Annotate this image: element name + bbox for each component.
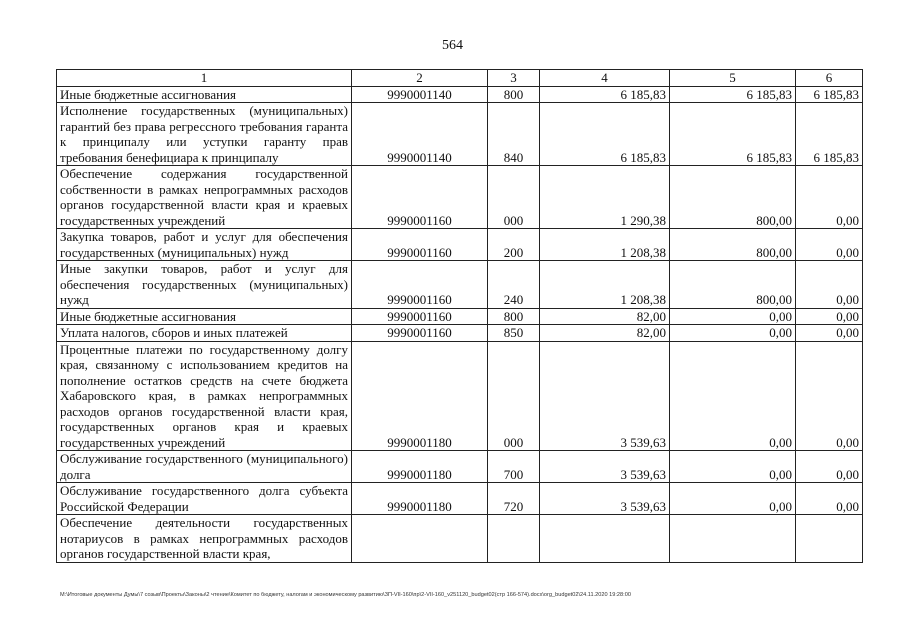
- row-amount-col6: 0,00: [796, 308, 863, 325]
- row-description: Обеспечение деятельности государственных нотариусов в рамках непрограммных расходов органов государственной власти края,: [57, 515, 352, 563]
- table-row: [57, 261, 863, 309]
- table-row: [57, 166, 863, 229]
- table-header-row: [57, 70, 863, 87]
- document-file-path-footer: M:\Итоговые документы Думы\7 созыв\Проекты\Законы\2 чтение\Комитет по бюджету, налогам и экономическому развитию\ЗП-VII-160\пр\2-VII-160_v251120_budget02(стр 166-574).docx\org_budget02\24.11.2020 19:28:00: [60, 592, 631, 598]
- row-target-code: 9990001180: [352, 451, 488, 483]
- row-target-code: 9990001160: [352, 261, 488, 309]
- row-description: Обеспечение содержания государственной собственности в рамках непрограммных расходов органов государственной власти края и краевых государственных учреждений: [57, 166, 352, 229]
- table-row: [57, 86, 863, 103]
- row-amount-col5: [670, 515, 796, 563]
- row-amount-col6: 0,00: [796, 325, 863, 342]
- row-amount-col5: 800,00: [670, 229, 796, 261]
- row-amount-col6: [796, 515, 863, 563]
- row-amount-col6: 0,00: [796, 483, 863, 515]
- row-expense-type: 840: [488, 103, 540, 166]
- row-amount-col6: 0,00: [796, 166, 863, 229]
- row-expense-type: 000: [488, 166, 540, 229]
- row-amount-col5: 0,00: [670, 341, 796, 451]
- table-row: [57, 103, 863, 166]
- row-amount-col4: 6 185,83: [540, 86, 670, 103]
- row-expense-type: 000: [488, 341, 540, 451]
- row-description: Иные закупки товаров, работ и услуг для обеспечения государственных (муниципальных) нужд: [57, 261, 352, 309]
- row-amount-col4: 1 290,38: [540, 166, 670, 229]
- column-header: 5: [670, 70, 796, 87]
- row-target-code: 9990001160: [352, 325, 488, 342]
- row-amount-col5: 800,00: [670, 261, 796, 309]
- row-amount-col5: 0,00: [670, 451, 796, 483]
- row-target-code: 9990001180: [352, 483, 488, 515]
- column-header: 2: [352, 70, 488, 87]
- table-row: [57, 483, 863, 515]
- row-amount-col4: 3 539,63: [540, 483, 670, 515]
- row-amount-col5: 800,00: [670, 166, 796, 229]
- table-row: [57, 325, 863, 342]
- row-description: Исполнение государственных (муниципальных) гарантий без права регрессного требования гаранта к принципалу или уступки гаранту прав требования бенефициара к принципалу: [57, 103, 352, 166]
- row-target-code: 9990001180: [352, 341, 488, 451]
- row-expense-type: 800: [488, 308, 540, 325]
- row-amount-col4: 1 208,38: [540, 261, 670, 309]
- row-amount-col6: 6 185,83: [796, 103, 863, 166]
- row-amount-col4: 1 208,38: [540, 229, 670, 261]
- row-target-code: 9990001140: [352, 86, 488, 103]
- row-description: Иные бюджетные ассигнования: [57, 308, 352, 325]
- table-row: [57, 229, 863, 261]
- table-row: [57, 308, 863, 325]
- row-amount-col6: 0,00: [796, 261, 863, 309]
- row-target-code: 9990001160: [352, 166, 488, 229]
- page-number: 564: [442, 38, 463, 53]
- row-amount-col5: 0,00: [670, 483, 796, 515]
- table-row: [57, 341, 863, 451]
- row-expense-type: [488, 515, 540, 563]
- table-row: [57, 451, 863, 483]
- row-amount-col6: 0,00: [796, 229, 863, 261]
- column-header: 1: [57, 70, 352, 87]
- row-target-code: 9990001160: [352, 308, 488, 325]
- row-amount-col4: 3 539,63: [540, 451, 670, 483]
- row-description: Обслуживание государственного (муниципального) долга: [57, 451, 352, 483]
- row-amount-col4: 82,00: [540, 325, 670, 342]
- column-header: 6: [796, 70, 863, 87]
- row-description: Процентные платежи по государственному долгу края, связанному с использованием кредитов на пополнение остатков средств на счете бюджета Хабаровского края, в рамках непрограммных расходов органов государственной власти края, государственных органов края и краевых государственных учреждений: [57, 341, 352, 451]
- row-expense-type: 240: [488, 261, 540, 309]
- column-header: 3: [488, 70, 540, 87]
- row-amount-col6: 0,00: [796, 341, 863, 451]
- row-amount-col5: 0,00: [670, 325, 796, 342]
- row-description: Закупка товаров, работ и услуг для обеспечения государственных (муниципальных) нужд: [57, 229, 352, 261]
- row-amount-col5: 6 185,83: [670, 86, 796, 103]
- row-amount-col5: 6 185,83: [670, 103, 796, 166]
- row-amount-col5: 0,00: [670, 308, 796, 325]
- row-expense-type: 200: [488, 229, 540, 261]
- row-amount-col6: 6 185,83: [796, 86, 863, 103]
- row-description: Иные бюджетные ассигнования: [57, 86, 352, 103]
- row-description: Обслуживание государственного долга субъекта Российской Федерации: [57, 483, 352, 515]
- row-expense-type: 800: [488, 86, 540, 103]
- table-row: [57, 515, 863, 563]
- budget-table: [56, 69, 863, 563]
- row-amount-col4: 3 539,63: [540, 341, 670, 451]
- row-target-code: 9990001140: [352, 103, 488, 166]
- row-amount-col6: 0,00: [796, 451, 863, 483]
- row-target-code: 9990001160: [352, 229, 488, 261]
- row-amount-col4: [540, 515, 670, 563]
- row-expense-type: 720: [488, 483, 540, 515]
- row-expense-type: 700: [488, 451, 540, 483]
- row-amount-col4: 82,00: [540, 308, 670, 325]
- column-header: 4: [540, 70, 670, 87]
- row-amount-col4: 6 185,83: [540, 103, 670, 166]
- row-target-code: [352, 515, 488, 563]
- row-expense-type: 850: [488, 325, 540, 342]
- row-description: Уплата налогов, сборов и иных платежей: [57, 325, 352, 342]
